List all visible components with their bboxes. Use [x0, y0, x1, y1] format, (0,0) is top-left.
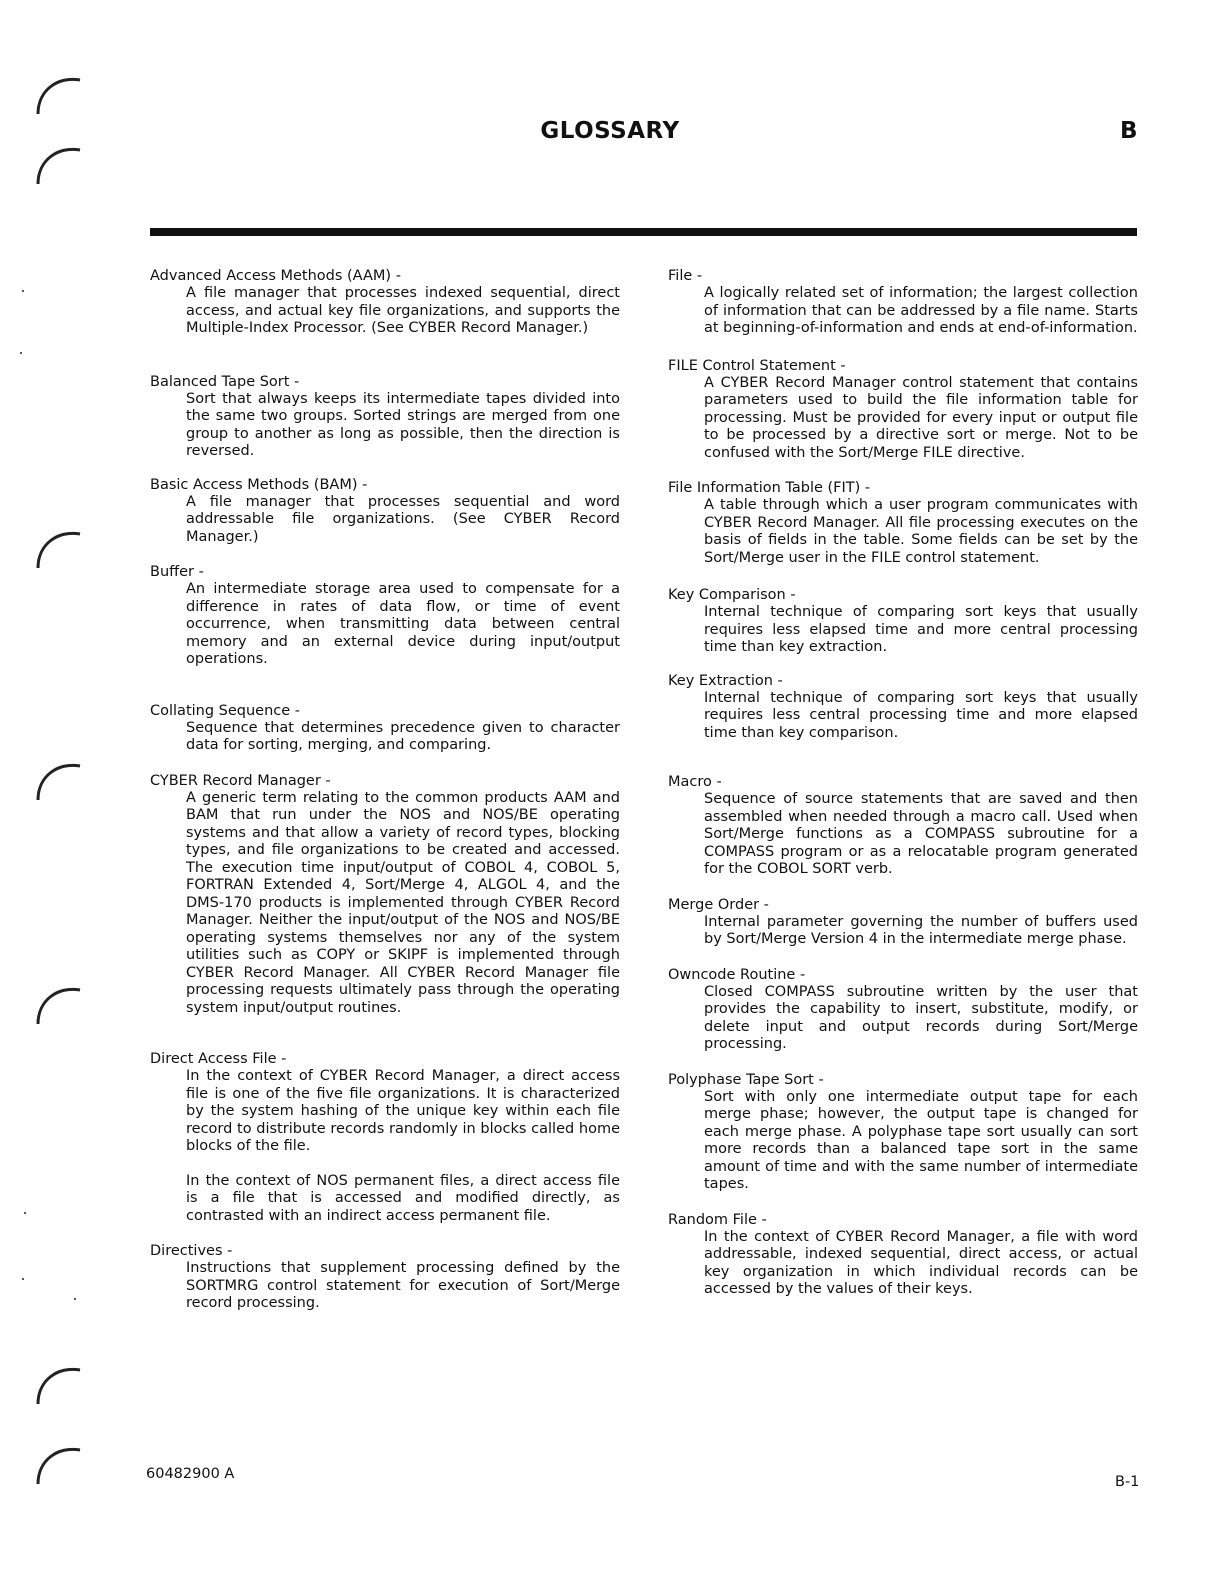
- glossary-term: CYBER Record Manager -: [150, 772, 331, 789]
- glossary-definition: Sort that always keeps its intermediate tapes divided into the same two groups. Sorted strings are merged from one group to another as long as possible, then the direction is reversed.: [186, 390, 620, 459]
- glossary-term: Merge Order -: [668, 896, 769, 913]
- scan-speck: [24, 1212, 26, 1214]
- glossary-entry: [150, 703, 620, 755]
- glossary-definition: Sort with only one intermediate output tape for each merge phase; however, the output tape is changed for each merge phase. A polyphase tape sort usually can sort more records than a balanced tape sort in the same amount of time and with the same number of intermediate tapes.: [704, 1088, 1138, 1192]
- glossary-entry: [668, 1212, 1138, 1299]
- glossary-term: Collating Sequence -: [150, 702, 301, 719]
- glossary-definition: A table through which a user program communicates with CYBER Record Manager. All file processing executes on the basis of fields in the table. Some fields can be set by the Sort/Merge user in the FILE control statement.: [704, 497, 1138, 566]
- glossary-term: Advanced Access Methods (AAM) -: [150, 268, 401, 284]
- punch-hole-mark: [30, 140, 90, 190]
- glossary-term: Balanced Tape Sort -: [150, 373, 300, 390]
- page-title: GLOSSARY: [540, 118, 680, 144]
- glossary-definition: A generic term relating to the common products AAM and BAM that run under the NOS and NOS/BE operating systems and that allow a variety of record types, blocking types, and file organizations to be created and accessed. The execution time input/output of COBOL 4, COBOL 5, FORTRAN Extended 4, Sort/Merge 4, ALGOL 4, and the DMS-170 products is implemented through CYBER Record Manager. Neither the input/output of the NOS and NOS/BE operating systems themselves nor any of the system utilities such as COPY or SKIPF is implemented through CYBER Record Manager. All CYBER Record Manager file processing requests ultimately pass through the operating system input/output routines.: [186, 789, 620, 1016]
- glossary-definition: An intermediate storage area used to compensate for a difference in rates of data flow, or time of event occurrence, when transmitting data between central memory and an external device during input/output operations.: [186, 581, 620, 667]
- glossary-term: File Information Table (FIT) -: [668, 480, 871, 496]
- glossary-term: Basic Access Methods (BAM) -: [150, 476, 368, 493]
- glossary-term: Key Extraction -: [668, 672, 783, 689]
- glossary-definition: Internal technique of comparing sort keys that usually requires less elapsed time and more central processing time than key extraction.: [704, 604, 1138, 655]
- punch-hole-mark: [30, 980, 90, 1030]
- glossary-definition: A file manager that processes sequential and word addressable file organizations. (See CYBER Record Manager.): [186, 493, 620, 545]
- glossary-entry: [668, 774, 1138, 879]
- punch-hole-mark: [30, 1360, 90, 1410]
- glossary-definition: Sequence of source statements that are saved and then assembled when needed through a macro call. Used when Sort/Merge functions as a COMPASS subroutine for a COMPASS program or as a relocatable program generated for the COBOL SORT verb.: [704, 791, 1138, 877]
- glossary-term: FILE Control Statement -: [668, 357, 846, 374]
- glossary-term: Random File -: [668, 1211, 767, 1228]
- glossary-term: Direct Access File -: [150, 1051, 287, 1067]
- glossary-entry: [668, 358, 1138, 463]
- glossary-entry: [150, 374, 620, 461]
- glossary-right-column: [668, 268, 1138, 1321]
- glossary-definition: Sequence that determines precedence given to character data for sorting, merging, and comparing.: [186, 719, 620, 753]
- glossary-entry: [150, 1243, 620, 1313]
- punch-hole-mark: [30, 1440, 90, 1490]
- glossary-entry: [668, 897, 1138, 949]
- glossary-term: Buffer -: [150, 564, 204, 580]
- glossary-definition: A CYBER Record Manager control statement that contains parameters used to build the file information table for processing. Must be provided for every input or output file to be processed by a directive sort or merge. Not to be confused with the Sort/Merge FILE directive.: [704, 374, 1138, 461]
- punch-hole-mark: [30, 756, 90, 806]
- glossary-entry: [668, 967, 1138, 1054]
- glossary-definition: Instructions that supplement processing defined by the SORTMRG control statement for execution of Sort/Merge record processing.: [186, 1260, 620, 1311]
- glossary-term: Key Comparison -: [668, 587, 796, 603]
- scan-speck: [20, 352, 22, 354]
- glossary-term: Directives -: [150, 1243, 233, 1259]
- glossary-entry: [150, 477, 620, 547]
- document-number: 60482900 A: [146, 1466, 235, 1482]
- glossary-left-column: [150, 268, 620, 1335]
- scan-speck: [22, 290, 24, 292]
- glossary-entry: [150, 1051, 620, 1225]
- glossary-definition: Internal parameter governing the number of buffers used by Sort/Merge Version 4 in the intermediate merge phase.: [704, 913, 1138, 947]
- page-number: B-1: [1115, 1474, 1140, 1490]
- glossary-definition: Internal technique of comparing sort keys that usually requires less central processing time and more elapsed time than key comparison.: [704, 689, 1138, 741]
- glossary-entry: [150, 268, 620, 338]
- glossary-entry: [668, 480, 1138, 567]
- glossary-entry: [668, 587, 1138, 657]
- punch-hole-mark: [30, 524, 90, 574]
- punch-hole-mark: [30, 70, 90, 120]
- glossary-entry: [668, 673, 1138, 743]
- appendix-letter: B: [1120, 118, 1138, 144]
- glossary-definition: In the context of CYBER Record Manager, a file with word addressable, indexed sequential, direct access, or actual key organization in which individual records can be accessed by the values of their keys.: [704, 1228, 1138, 1297]
- glossary-definition: Closed COMPASS subroutine written by the user that provides the capability to insert, substitute, modify, or delete input and output records during Sort/Merge processing.: [704, 983, 1138, 1052]
- glossary-entry: [150, 564, 620, 669]
- glossary-definition: A logically related set of information; the largest collection of information that can be addressed by a file name. Starts at beginning-of-information and ends at end-of-information.: [704, 285, 1138, 336]
- glossary-entry: [668, 268, 1138, 338]
- header-rule: [150, 228, 1137, 236]
- scan-speck: [22, 1278, 24, 1280]
- glossary-term: Polyphase Tape Sort -: [668, 1071, 824, 1088]
- glossary-term: File -: [668, 268, 703, 284]
- glossary-entry: [668, 1072, 1138, 1194]
- glossary-term: Macro -: [668, 774, 722, 790]
- scan-speck: [74, 1298, 76, 1300]
- glossary-term: Owncode Routine -: [668, 966, 806, 983]
- glossary-definition: A file manager that processes indexed sequential, direct access, and actual key file organizations, and supports the Multiple-Index Processor. (See CYBER Record Manager.): [186, 285, 620, 336]
- glossary-entry: [150, 773, 620, 1018]
- glossary-definition: In the context of CYBER Record Manager, a direct access file is one of the five file organizations. It is characterized by the system hashing of the unique key within each file record to distribute records randomly in blocks called home blocks of the file. In the context of NOS permanent files, a direct access file is a file that is accessed and modified directly, as contrasted with an indirect access permanent file.: [186, 1068, 620, 1224]
